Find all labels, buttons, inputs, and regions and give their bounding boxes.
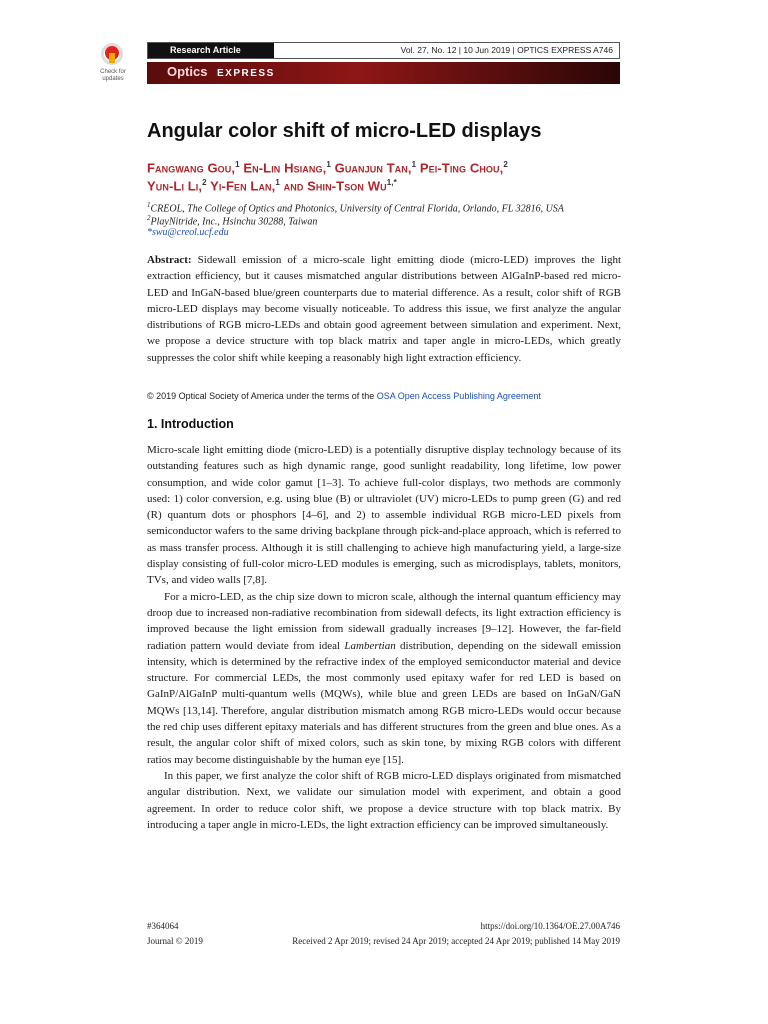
copyright-notice: © 2019 Optical Society of America under the terms of the OSA Open Access Publishing Agreement [147, 391, 541, 401]
journal-brand-bar [147, 62, 620, 84]
journal-copyright: Journal © 2019 [147, 936, 203, 946]
affiliation-1: $^1$CREOL, The College of Optics and Photonics, University of Central Florida, Orlando, FL 32816, USA [147, 201, 564, 215]
affiliation-2: $^2$PlayNitride, Inc., Hsinchu 30288, Taiwan [147, 214, 318, 228]
citation: Vol. 27, No. 12 | 10 Jun 2019 | OPTICS EXPRESS A746 [400, 45, 613, 55]
author: Fangwang Gou, [147, 160, 236, 176]
doi-link[interactable]: https://doi.org/10.1364/OE.27.00A746 [480, 921, 620, 931]
article-id: #364064 [147, 921, 179, 931]
paragraph: For a micro-LED, as the chip size down to micron scale, although the internal quantum efficiency may droop due to increased non-radiative recombination from sidewall defects, its light extraction efficiency is improved because the light emission from sidewall gradually increases [9–12]. However, the far-field radiation pattern would deviate from ideal Lambertian distribution, depending on the sidewall emission intensity, which is determined by the refractive index of the employed semiconductor material and device structure. For commercial LEDs, the most commonly used epitaxy wafer for red LED is based on GaInP/AlGaInP multi-quantum wells (MQWs), while blue and green LEDs are based on InGaN/GaN MQWs [13,14]. Therefore, angular distribution mismatch among RGB micro-LEDs would occur because the red chip uses different epitaxy materials and has different structures from the green and blue ones. As a result, the angular color shift of mixed colors, such as skin tone, by mixing RGB colors with different ratios may become distinguishable by the human eye [15]. [147, 590, 622, 766]
check-for-updates-badge[interactable] [92, 41, 134, 89]
author: Guanjun Tan, [334, 160, 412, 176]
author: Yun-Li Li, [147, 178, 203, 194]
badge-text-line2: updates [102, 76, 124, 82]
badge-text-line1: Check for [100, 69, 126, 75]
publication-dates: Received 2 Apr 2019; revised 24 Apr 2019; accepted 24 Apr 2019; published 14 May 2019 [292, 936, 620, 946]
author: En-Lin Hsiang, [243, 160, 327, 176]
license-link[interactable]: OSA Open Access Publishing Agreement [376, 391, 541, 401]
abstract [147, 252, 621, 366]
author-line-2: Yun-Li Li,$^2$ Yi-Fen Lan,$^1$ and Shin-Tson $Wu^{1,*}$ [147, 178, 397, 194]
abstract-label: Abstract: [147, 254, 192, 266]
paragraph: Micro-scale light emitting diode (micro-LED) is a potentially disruptive display technology because of its outstanding features such as high dynamic range, good sunlight readability, long lifetime, low power consumption, and wide color gamut [1–3]. To achieve full-color displays, two methods are commonly used: 1) color conversion, e.g. using blue (B) or ultraviolet (UV) micro-LEDs to pump green (G) and red (R) quantum dots or phosphors [4–6], and 2) to assemble individual RGB micro-LED pixels from semiconductor wafers to the same driving backplane through pick-and-place approach, which is referred to as mass transfer process. Although it is still challenging to achieve high manufacturing yield, a large-size display consisting of full-color micro-LED modules is emerging, such as microdisplays, tablets, monitors, TVs, and video walls [7,8]. [147, 444, 621, 587]
brand-express: EXPRESS [217, 68, 275, 79]
author: Yi-Fen Lan, [210, 178, 276, 194]
author-line-1: Fangwang Gou,$^1$ En-Lin Hsiang,$^1$ Guanjun Tan,$^1$ Pei-Ting Chou,$^2$ [147, 160, 508, 176]
abstract-text: Sidewall emission of a micro-scale light emitting diode (micro-LED) improves the light extraction efficiency, but it causes mismatched angular distributions between AlGaInP-based red micro-LED and InGaN-based blue/green counterparts due to material difference. As a result, color shift of RGB micro-LED displays may become visually noticeable. To address this issue, we first analyze the angular distributions of RGB micro-LEDs and obtain good agreement between simulation and experiment. Next, we propose a device structure with top black matrix and taper angle in micro-LEDs, which greatly suppresses the color shift while keeping a reasonably high light extraction efficiency. [147, 254, 622, 364]
email-link[interactable]: *swu@creol.ucf.edu [147, 227, 229, 238]
introduction-body [147, 442, 621, 833]
brand-optics: Optics [167, 64, 208, 79]
author: and Shin-Tson Wu [283, 178, 387, 194]
author: Pei-Ting Chou, [419, 160, 504, 176]
paper-title: Angular color shift of micro-LED displays [147, 120, 542, 142]
section-heading: 1. Introduction [147, 417, 234, 431]
journal-header [147, 42, 620, 59]
article-type: Research Article [148, 43, 274, 58]
paragraph: In this paper, we first analyze the color shift of RGB micro-LED displays originated from mismatched angular distribution. Next, we validate our simulation model with experiment, and obtain a good agreement. In order to reduce color shift, we propose a device structure with top black matrix. By introducing a taper angle in micro-LEDs, the light extraction efficiency can be improved simultaneously. [147, 769, 621, 831]
